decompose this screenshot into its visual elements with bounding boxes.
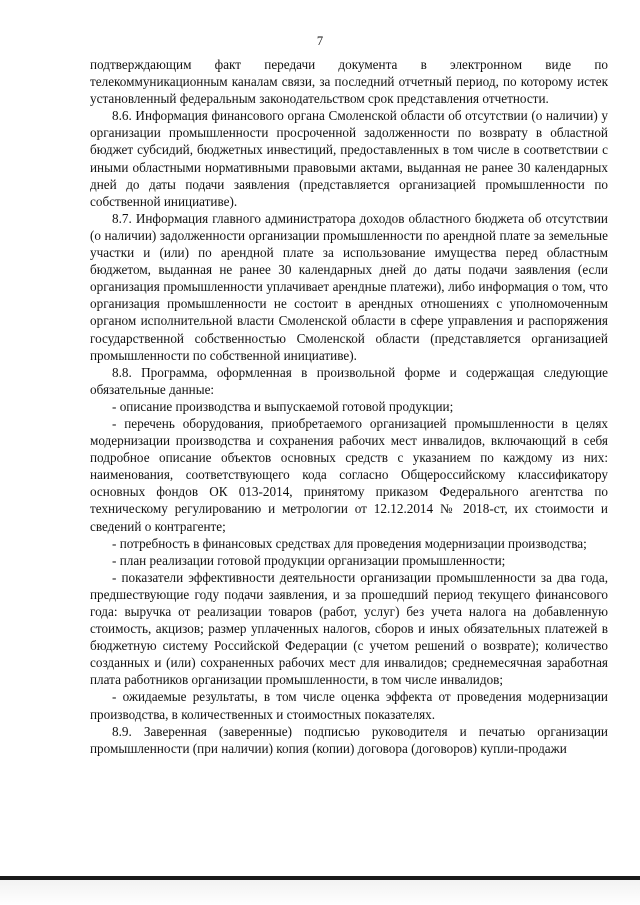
document-body bbox=[90, 56, 608, 757]
scan-bottom-shadow bbox=[0, 880, 640, 905]
paragraph-8-9: 8.9. Заверенная (заверенные) подписью руководителя и печатью организации промышленности (при наличии) копия (копии) договора (договоров) купли-продажи bbox=[90, 723, 608, 756]
list-item-production-description: - описание производства и выпускаемой готовой продукции; bbox=[112, 398, 454, 414]
list-item-equipment-list: - перечень оборудования, приобретаемого организацией промышленности в целях модернизации производства и сохранения рабочих мест инвалидов, включающий в себя подробное описание объектов основных средств с указанием по каждому из них: наименования, соответствующего кода согласно Общероссийскому классификатору основных фондов ОК 013-2014, принятому приказом Федерального агентства по техническому регулированию и метрологии от 12.12.2014 № 2018-ст, их стоимости и сведений о контрагенте; bbox=[90, 415, 608, 534]
list-item-performance-indicators: - показатели эффективности деятельности организации промышленности за два года, предшествующие году подачи заявления, и за прошедший период текущего финансового года: выручка от реализации товаров (работ, услуг) без учета налога на добавленную стоимость, акцизов; размер уплаченных налогов, сборов и иных обязательных платежей в бюджетную систему Российской Федерации (с учетом решений о возврате); количество созданных и (или) сохраненных рабочих мест для инвалидов; среднемесячная заработная плата работников организации промышленности, в том числе инвалидов; bbox=[90, 569, 608, 688]
paragraph-8-7: 8.7. Информация главного администратора доходов областного бюджета об отсутствии (о наличии) задолженности организации промышленности по арендной плате за земельные участки и (или) по арендной плате за использование имущества перед областным бюджетом, выданная не ранее 30 календарных дней до даты подачи заявления (если организация промышленности уплачивает арендные платежи), либо информация о том, что организация промышленности не состоит в арендных отношениях с уполномоченным органом исполнительной власти Смоленской области в сфере управления и распоряжения государственной собственностью Смоленской области (представляется организацией промышленности по собственной инициативе). bbox=[90, 210, 608, 363]
paragraph-continuation: подтверждающим факт передачи документа в электронном виде по телекоммуникационным каналам связи, за последний отчетный период, по которому истек установленный федеральным законодательством срок представления отчетности. bbox=[90, 57, 608, 107]
paragraph-8-8: 8.8. Программа, оформленная в произвольной форме и содержащая следующие обязательные данные: bbox=[90, 364, 608, 397]
list-item-expected-results: - ожидаемые результаты, в том числе оценка эффекта от проведения модернизации производства, в количественных и стоимостных показателях. bbox=[90, 689, 608, 722]
list-item-sales-plan: - план реализации готовой продукции организации промышленности; bbox=[112, 552, 506, 568]
page-number: 7 bbox=[316, 34, 324, 48]
list-item-financial-needs: - потребность в финансовых средствах для проведения модернизации производства; bbox=[112, 535, 587, 551]
paragraph-8-6: 8.6. Информация финансового органа Смоленской области об отсутствии (о наличии) у организации промышленности просроченной задолженности по возврату в областной бюджет субсидий, бюджетных инвестиций, предоставленных в том числе в соответствии с иными областными нормативными правовыми актами, выданная не ранее 30 календарных дней до даты подачи заявления (представляется организацией промышленности по собственной инициативе). bbox=[90, 108, 608, 209]
